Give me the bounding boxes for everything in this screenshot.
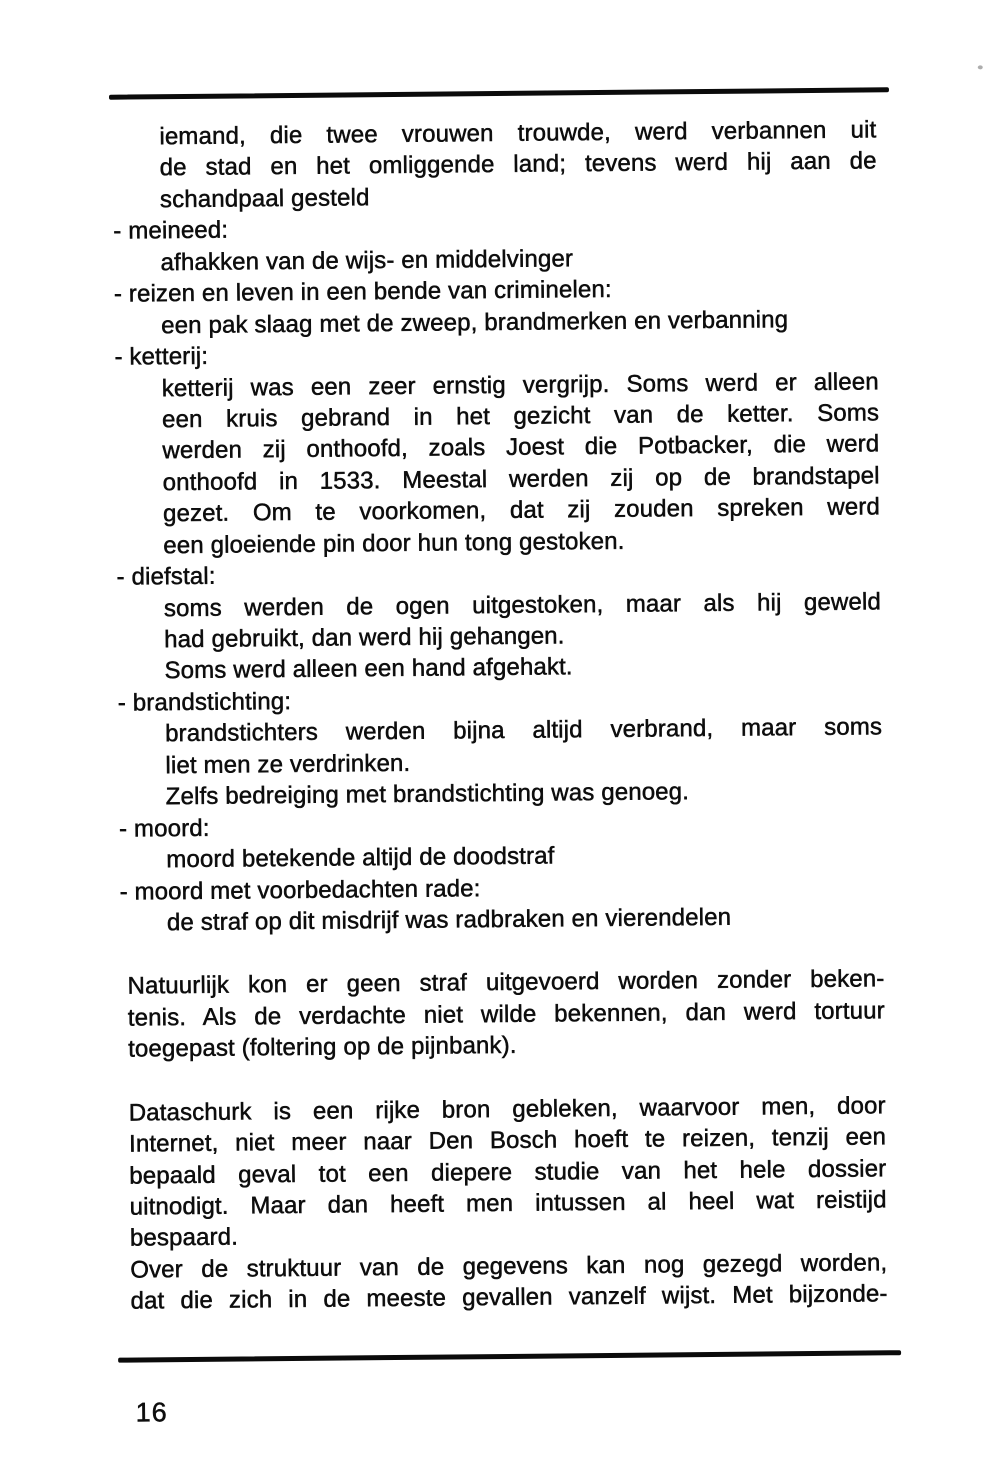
text-line: toegepast (foltering op de pijnbank).	[128, 1032, 517, 1063]
text-line: ketterij was een zeer ernstig vergrijp. Soms werd er alleen	[161, 367, 879, 402]
text-line: werden zij onthoofd, zoals Joest die Potbacker, die werd	[162, 430, 880, 465]
text-line: brandstichters werden bijna altijd verbrand, maar soms	[164, 713, 883, 748]
text-line: bespaard.	[129, 1223, 239, 1253]
list-item-line: - moord:	[118, 814, 210, 843]
scan-speck	[978, 65, 983, 69]
text-line: Over de struktuur van de gegevens kan nog gezegd worden,	[130, 1249, 888, 1284]
text-line: uitnodigt. Maar dan heeft men intussen al heel wat reistijd	[129, 1186, 887, 1221]
text-line: moord betekende altijd de doodstraf	[166, 842, 555, 874]
text-line: een pak slaag met de zweep, brandmerken en verbanning	[161, 305, 789, 339]
text-line: de straf op dit misdrijf was radbraken en vierendelen	[166, 903, 732, 937]
list-item-line: - brandstichting:	[117, 687, 292, 717]
text-line: afhakken van de wijs- en middelvinger	[160, 245, 574, 276]
text-line: had gebruikt, dan werd hij gehangen.	[164, 622, 565, 654]
text-block	[112, 114, 887, 1317]
text-line: onthoofd in 1533. Meestal werden zij op de brandstapel	[162, 462, 880, 497]
list-item-line: - moord met voorbedachten rade:	[119, 874, 481, 906]
list-item-line: - reizen en leven in een bende van criminelen:	[113, 276, 612, 308]
text-line: Soms werd alleen een hand afgehakt.	[164, 653, 573, 685]
page-number: 16	[135, 1397, 168, 1428]
text-line: soms werden de ogen uitgestoken, maar als hij geweld	[163, 587, 882, 622]
list-item-line: - meineed:	[113, 216, 229, 246]
text-line: een gloeiende pin door hun tong gestoken.	[163, 527, 625, 559]
list-item-line: - ketterij:	[114, 342, 209, 371]
text-line: schandpaal gesteld	[159, 184, 370, 214]
top-rule	[109, 87, 889, 99]
text-line: de stad en het omliggende land; tevens werd hij aan de	[159, 147, 877, 182]
text-line: bepaald geval tot een diepere studie van het hele dossier	[129, 1154, 887, 1190]
bottom-rule	[118, 1350, 901, 1363]
list-item-line: - diefstal:	[116, 562, 216, 591]
text-line: dat die zich in de meeste gevallen vanzelf wijst. Met bijzonde-	[130, 1280, 888, 1315]
text-line: Zelfs bedreiging met brandstichting was genoeg.	[165, 778, 690, 811]
text-line: liet men ze verdrinken.	[165, 749, 411, 779]
text-line: iemand, die twee vrouwen trouwde, werd verbannen uit	[159, 116, 877, 151]
text-line: Natuurlijk kon er geen straf uitgevoerd worden zonder beken-	[127, 965, 885, 1000]
text-line: Dataschurk is een rijke bron gebleken, waarvoor men, door	[128, 1092, 886, 1127]
text-line: tenis. Als de verdachte niet wilde bekennen, dan werd tortuur	[127, 997, 885, 1032]
text-line: Internet, niet meer naar Den Bosch hoeft te reizen, tenzij een	[128, 1123, 887, 1158]
text-line: een kruis gebrand in het gezicht van de ketter. Soms	[161, 399, 880, 434]
text-line: gezet. Om te voorkomen, dat zij zouden spreken werd	[162, 493, 881, 528]
